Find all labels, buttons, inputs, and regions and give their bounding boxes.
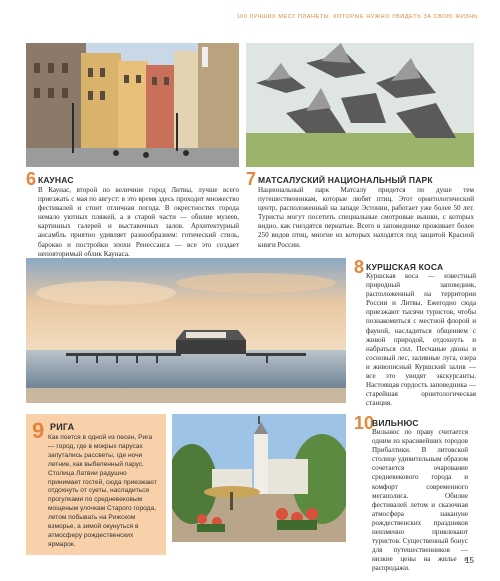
vilnius-photo: [172, 414, 346, 542]
curonian-spit-photo: [26, 258, 346, 403]
section-text: Национальный парк Матсалу придется по душе тем путешественникам, которые любят птиц. Этот орнитологический центр, расположенный на западе Эстонии, работает уже более 50 лет. Туристы могут посетить специальные смотровые вышки, с которых видно, как гнездятся пернатые. Всего в заповеднике проживает более 250 видов птиц, многие из которых находятся под защитой Красной книги России.: [258, 186, 474, 249]
section-title: МАТСАЛУСКИЙ НАЦИОНАЛЬНЫЙ ПАРК: [258, 175, 433, 185]
section-text: Вильнюс по праву считается одним из красивейших городов Прибалтики. В литовской столице удивительным образом сочетается очарование средневекового города и комфорт современного мегаполиса. Обилие фестивалей летом и сказочная атмосфера накануне рождественских праздников неизменно привлекают туристов. Существенный бонус для путешественников — низкие цены на жилье и распродажи.: [372, 428, 468, 573]
section-text: Как поется в одной из песен, Рига — город, где в мокрых парусах запутались рассветы, где ночи летние, как выбеленный парус. Столица Латвии радушно принимает гостей, сюда приезжают отдохнуть от суеты, насладиться прогулками по средневековым мощеным улочкам Старого города, летом побывать на Рижском взморье, а зимой окунуться в атмосферу рождественских ярмарок.: [48, 434, 157, 548]
section-text: В Каунас, второй по величине город Литвы, лучше всего приезжать с мая по август: в это время здесь проходит множество фестивалей и стоит отличная погода. В окрестностях города немало уютных пляжей, а в старой части — обилие музеев, картинных галерей и выставочных залов. Архитектурный ансамбль приятно удивляет разнообразием: готический стиль, барокко и постройки эпохи Ренессанса — все это создает неповторимый облик Каунаса.: [38, 186, 239, 258]
section-title: ВИЛЬНЮС: [372, 418, 419, 428]
matsalu-cranes-photo: [246, 43, 474, 167]
section-title: КАУНАС: [38, 175, 74, 185]
section-number: 9: [32, 418, 45, 443]
section-number: 6: [26, 169, 37, 189]
section-number: 7: [246, 169, 257, 189]
book-header: 100 ЛУЧШИХ МЕСТ ПЛАНЕТЫ, КОТОРЫЕ НУЖНО УВИДЕТЬ ЗА СВОЮ ЖИЗНЬ: [236, 14, 478, 20]
section-number: 10: [354, 413, 375, 433]
page-number: 15: [465, 556, 474, 565]
section-title: КУРШСКАЯ КОСА: [366, 262, 444, 272]
section-title: РИГА: [50, 422, 75, 432]
kaunas-photo: [26, 43, 239, 167]
riga-highlight-box: [26, 414, 166, 555]
section-number: 8: [354, 257, 365, 277]
section-text: Куршская коса — известный природный заповедник, расположенный на территории России и Литвы. Ежегодно сюда приезжают тысячи туристов, чтобы познакомиться с местной флорой и фауной, насладиться общением с живой природой, отдохнуть и набраться сил. Песчаные дюны и сосновый лес, заливные луга, озера и живописный Куршский залив — все это увидят экскурсанты. Настоящая гордость заповедника — старейшая орнитологическая станция.: [366, 272, 476, 408]
